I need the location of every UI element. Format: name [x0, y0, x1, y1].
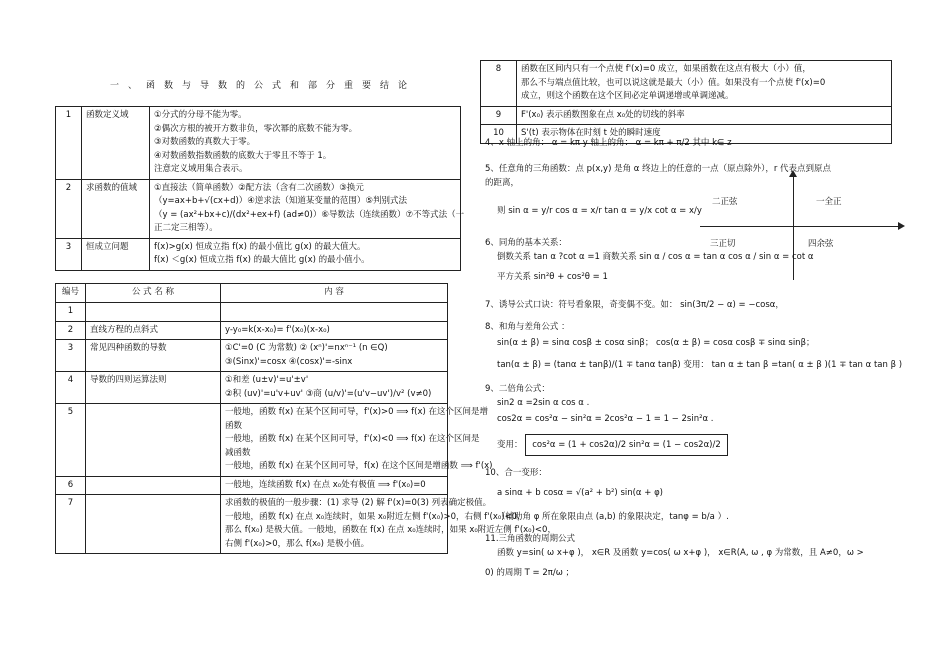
table-row: [56, 179, 461, 238]
item-8-sincos: sin(α ± β) = sinα cosβ ± cosα sinβ； cos(α ± β) = cosα cosβ ∓ sinα sinβ；: [497, 338, 815, 348]
content-line: ①直接法（简单函数）②配方法（含有二次函数）③换元: [154, 182, 364, 193]
row-name: [86, 404, 221, 477]
col-header-number: 编号: [56, 284, 86, 303]
row-content: [150, 179, 465, 238]
content-line: 函数在区间内只有一个点使 f'(x)=0 成立，如果函数在这点有极大（小）值，: [521, 64, 811, 74]
row-content: [221, 372, 448, 404]
table-row: [56, 238, 461, 270]
content-line: 注意定义域用集合表示。: [154, 164, 248, 174]
content-line: 函数: [225, 420, 243, 431]
content-line: S'(t) 表示物体在时刻 t 处的瞬时速度: [521, 128, 661, 138]
item-10-note: （辅助角 φ 所在象限由点 (a,b) 的象限决定，tanφ = b/a ）.: [497, 512, 729, 522]
row-number: 7: [56, 495, 86, 554]
table-row: [56, 495, 448, 554]
item-7: 7、诱导公式口诀：符号看象限，奇变偶不变。如： sin(3π/2 − α) = −cosα，: [485, 300, 784, 310]
table-row: [56, 340, 448, 372]
row-number: 1: [56, 107, 82, 180]
row-name: 函数定义域: [82, 107, 150, 180]
item-6-reciprocal: 倒数关系 tan α ?cot α =1 商数关系 sin α / cos α = tan α cos α / sin α = cot α: [497, 252, 814, 262]
derivative-notes-table: [480, 60, 892, 144]
table-row: [56, 372, 448, 404]
content-line: 求函数的极值的一般步骤：(1) 求导 (2) 解 f'(x)=0(3) 列表确定极值。: [225, 498, 492, 508]
content-line: ①C'=0 (C 为常数) ② (xⁿ)'=nxⁿ⁻¹ (n ∈Q): [225, 343, 388, 353]
table-row: [56, 321, 448, 340]
row-number: 3: [56, 238, 82, 270]
content-line: 那么不与端点值比较，也可以说这就是最大（小）值。如果没有一个点使 f'(x)=0: [521, 77, 826, 88]
content-line: ④对数函数指数函数的底数大于零且不等于 1。: [154, 150, 332, 161]
content-line: 一般地，函数 f(x) 在点 x₀连续时，如果 x₀附近左侧 f'(x₀)>0，右侧 f'(x₀)<0，: [225, 511, 526, 522]
row-content: [221, 302, 448, 321]
row-content: [517, 106, 892, 125]
content-line: ①分式的分母不能为零。: [154, 110, 247, 120]
row-content: [221, 321, 448, 340]
content-line: f(x)>g(x) 恒成立指 f(x) 的最小值比 g(x) 的最大值大。: [154, 241, 366, 252]
row-name: 恒成立问题: [82, 238, 150, 270]
item-9-cos2: cos2α = cos²α − sin²α = 2cos²α − 1 = 1 − 2sin²α .: [497, 414, 714, 424]
row-number: 2: [56, 179, 82, 238]
row-content: [150, 107, 461, 180]
row-content: [517, 61, 892, 107]
x-axis-arrow: [898, 222, 905, 230]
row-name: 导数的四则运算法则: [86, 372, 221, 404]
quadrant-1-label: 一全正: [816, 197, 842, 207]
content-line: 一般地，函数 f(x) 在某个区间可导，f(x) 在这个区间是增函数 ⟹ f'(x): [225, 461, 493, 471]
item-11-line2: 0) 的周期 T = 2π/ω ；: [485, 568, 575, 578]
content-line: 正二定三相等）。: [154, 223, 218, 233]
item-9-variant-box: cos²α = (1 + cos2α)/2 sin²α = (1 − cos2α)/2: [525, 434, 728, 456]
item-10-formula: a sinα + b cosα = √(a² + b²) sin(α + φ): [497, 488, 663, 498]
row-number: 4: [56, 372, 86, 404]
row-number: 10: [481, 125, 517, 144]
item-6-square: 平方关系 sin²θ + cos²θ = 1: [497, 272, 608, 282]
table-row: [56, 404, 448, 477]
content-line: y-y₀=k(x-x₀)= f'(x₀)(x-x₀): [225, 324, 330, 335]
col-header-name: 公 式 名 称: [86, 284, 221, 303]
item-5-definitions: 则 sin α = y/r cos α = x/r tan α = y/x cot α = x/y: [497, 206, 702, 216]
row-name: [86, 495, 221, 554]
item-8-title: 8、和角与差角公式 ：: [485, 322, 570, 332]
content-line: f(x) ＜g(x) 恒成立指 f(x) 的最大值比 g(x) 的最小值小。: [154, 255, 370, 265]
item-11-line1: 函数 y=sin( ω x+φ )， x∈R 及函数 y=cos( ω x+φ )， x∈R(A, ω , φ 为常数，且 A≠0，ω >: [497, 548, 864, 558]
quadrant-4-label: 四余弦: [808, 239, 834, 249]
content-line: ②偶次方根的被开方数非负，零次幂的底数不能为零。: [154, 123, 358, 134]
table-row: [56, 107, 461, 180]
item-9-variant: [485, 434, 728, 456]
domain-range-table: [55, 106, 465, 271]
row-name: 直线方程的点斜式: [86, 321, 221, 340]
row-content: [221, 404, 493, 477]
content-line: [225, 305, 443, 319]
item-9-sin2: sin2 α =2sin α cos α .: [497, 398, 590, 408]
row-content: [221, 340, 448, 372]
content-line: （y=ax+b+√(cx+d)）④逆求法（知道某变量的范围）⑤判别式法: [154, 196, 408, 206]
content-line: F'(x₀) 表示函数图象在点 x₀处的切线的斜率: [521, 109, 685, 120]
item-8-tan: tan(α ± β) = (tanα ± tanβ)/(1 ∓ tanα tanβ) 变用： tan α ± tan β =tan( α ± β )(1 ∓ tan α tan β ): [497, 360, 903, 370]
content-line: 一般地，函数 f(x) 在某个区间可导，f'(x)>0 ⟹ f(x) 在这个区间是增: [225, 407, 489, 417]
content-line: （y = (ax²+bx+c)/(dx²+ex+f) (ad≠0)）⑥导数法（连续函数）⑦不等式法（一: [154, 209, 465, 220]
content-line: ③对数函数的真数大于零。: [154, 137, 256, 147]
item-9-title: 9、二倍角公式：: [485, 384, 550, 394]
content-line: 那么 f(x₀) 是极大值。一般地，函数在 f(x) 在点 x₀连续时，如果 x₀附近左侧 f'(x₀)<0，: [225, 525, 556, 535]
table-row: [481, 106, 892, 125]
item-4: 4、x 轴上的角： α = kπ y 轴上的角： α = kπ + π/2 其中 k∈ z: [485, 138, 732, 148]
item-5-line2: 的距离，: [485, 178, 520, 188]
row-name: [86, 476, 221, 495]
y-axis-arrow: [789, 170, 797, 177]
content-line: ①和差 (u±v)'=u'±v': [225, 375, 309, 385]
content-line: 右侧 f'(x₀)>0，那么 f(x₀) 是极小值。: [225, 538, 370, 549]
item-10-title: 10、合一变形：: [485, 468, 547, 478]
row-name: [86, 302, 221, 321]
content-line: ③(Sinx)'=cosx ④(cosx)'=-sinx: [225, 356, 353, 367]
page-title: 一、函数与导数的公式和部分重要结论: [110, 81, 417, 91]
row-content: [150, 238, 461, 270]
content-line: ②积 (uv)'=u'v+uv' ③商 (u/v)'=(u'v−uv')/v² (v≠0): [225, 388, 432, 399]
row-name: 常见四种函数的导数: [86, 340, 221, 372]
row-content: [221, 476, 448, 495]
table-row: [56, 302, 448, 321]
item-6-title: 6、同角的基本关系：: [485, 238, 567, 248]
row-name: 求函数的值域: [82, 179, 150, 238]
content-line: 减函数: [225, 447, 251, 458]
row-number: 5: [56, 404, 86, 477]
quadrant-3-label: 三正切: [710, 239, 736, 249]
item-11-title: 11.三角函数的周期公式: [485, 534, 576, 544]
row-number: 9: [481, 106, 517, 125]
col-header-content: 内 容: [221, 284, 448, 303]
x-axis-line: [700, 226, 900, 227]
table-row: [481, 61, 892, 107]
table-header-row: [56, 284, 448, 303]
quadrant-2-label: 二正弦: [712, 197, 738, 207]
content-line: 一般地，连续函数 f(x) 在点 x₀处有极值 ⟹ f'(x₀)=0: [225, 479, 426, 490]
row-number: 1: [56, 302, 86, 321]
y-axis-line: [793, 175, 794, 280]
row-number: 2: [56, 321, 86, 340]
table-row: [56, 476, 448, 495]
row-number: 8: [481, 61, 517, 107]
item-9-variant-label: 变用：: [497, 440, 523, 450]
row-number: 3: [56, 340, 86, 372]
content-line: 一般地，函数 f(x) 在某个区间可导，f'(x)<0 ⟹ f(x) 在这个区间是: [225, 434, 480, 444]
content-line: 成立，则这个函数在这个区间必定单调递增或单调递减。: [521, 91, 734, 101]
row-number: 6: [56, 476, 86, 495]
item-5-line1: 5、任意角的三角函数：点 p(x,y) 是角 α 终边上的任意的一点（原点除外），r 代表点到原点: [485, 164, 832, 174]
